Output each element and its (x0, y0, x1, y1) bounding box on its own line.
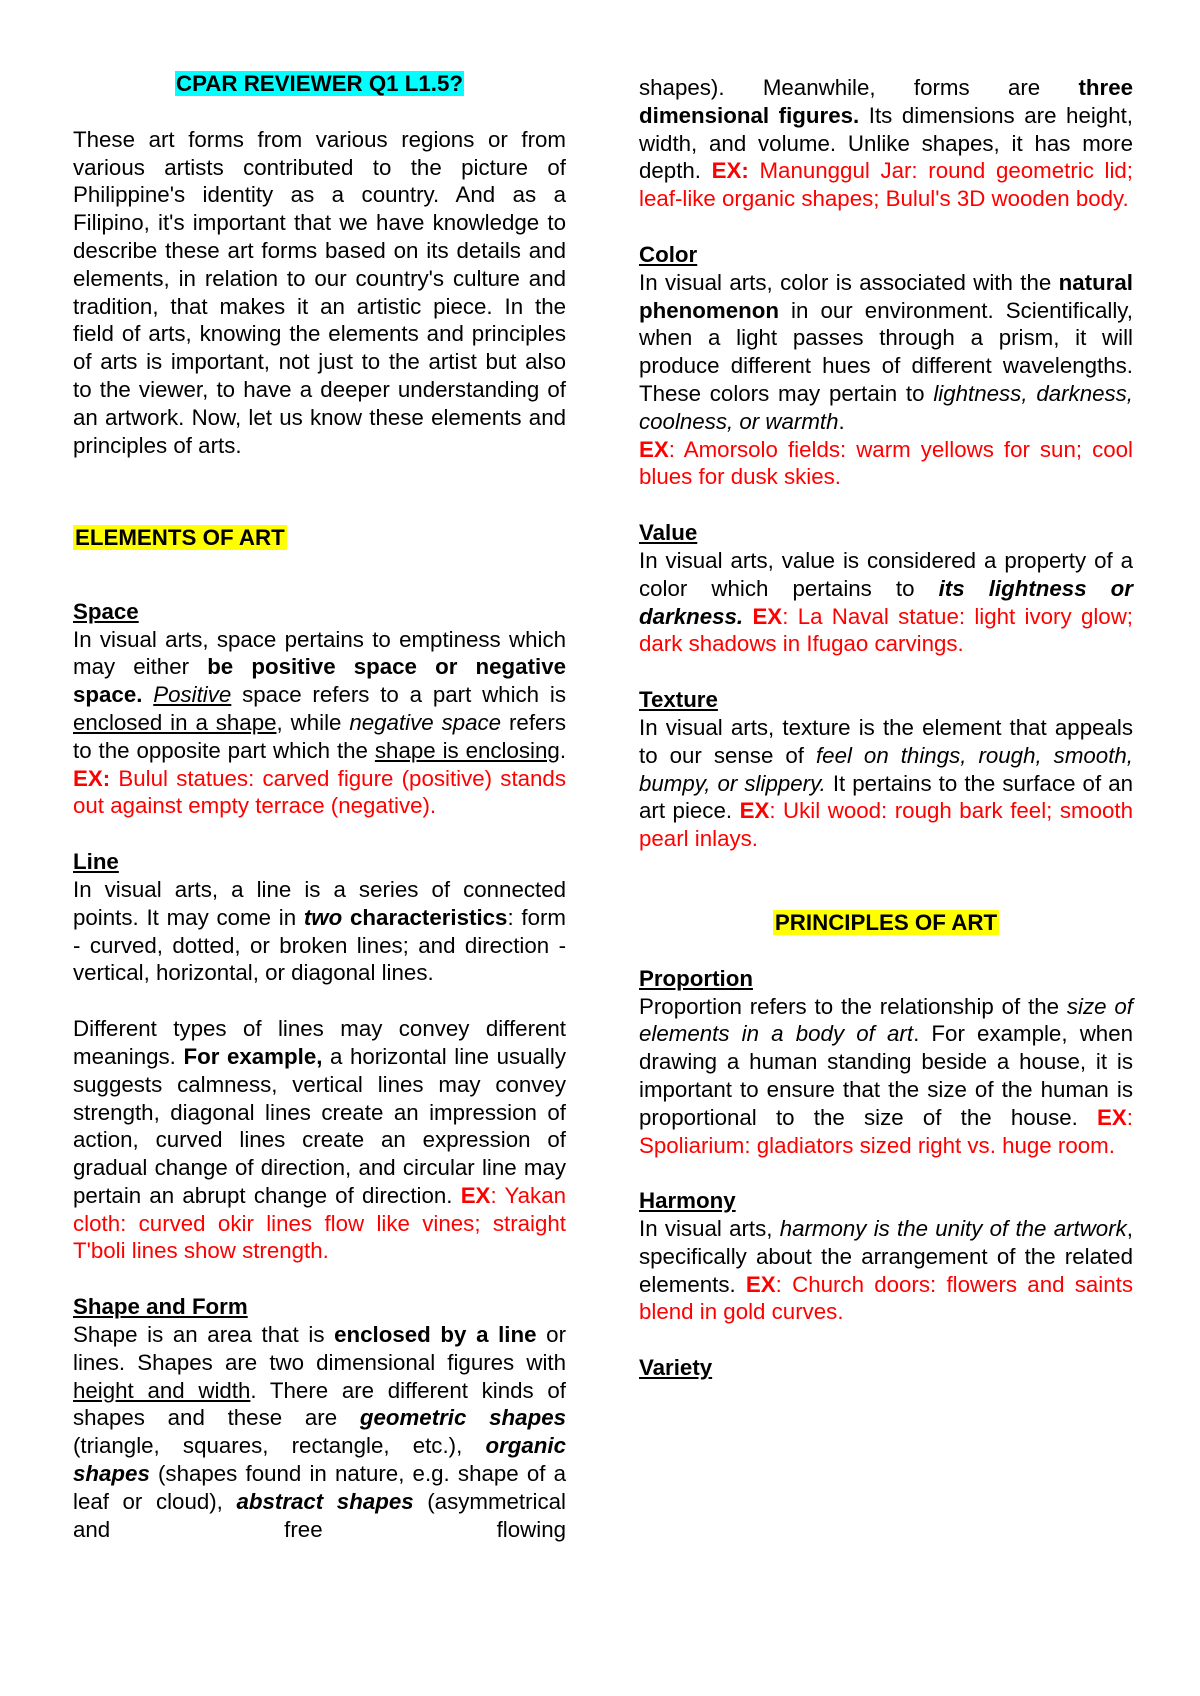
line-paragraph: In visual arts, a line is a series of connected points. It may come in two characteristics: form - curved, dotted, or broken lines; and direction - vertical, horizontal, or diagonal lines. (73, 876, 566, 986)
right-column (639, 74, 1133, 1382)
line-example: EX: Yakan cloth: curved okir lines flow like vines; straight T'boli lines show strength. (73, 1182, 567, 1264)
line-meaning-paragraph: Different types of lines may convey different meanings. For example, a horizontal line usually suggests calmness, vertical lines may convey strength, diagonal lines create an impression of action, curved lines create an expression of gradual change of direction, and circular line may pertain an abrupt change of direction. EX: Yakan cloth: curved okir lines flow like vines; straight T'boli lines show strength. (73, 1016, 567, 1264)
document-title: CPAR REVIEWER Q1 L1.5? (175, 71, 464, 96)
texture-example: EX: Ukil wood: rough bark feel; smooth pearl inlays. (639, 798, 1133, 852)
value-example: EX: La Naval statue: light ivory glow; dark shadows in Ifugao carvings. (639, 603, 1133, 657)
value-heading: Value (639, 520, 698, 546)
principles-heading-line (639, 909, 1133, 937)
space-example: EX: Bulul statues: carved figure (positive) stands out against empty terrace (negative). (73, 765, 566, 819)
document-title-line (73, 70, 566, 98)
space-heading: Space (73, 598, 139, 624)
shape-form-paragraph-part1: Shape is an area that is enclosed by a line or lines. Shapes are two dimensional figures with height and width. There are different kinds of shapes and these are geometric shapes (triangle, squares, rectangle, etc.), organic shapes (shapes found in nature, e.g. shape of a leaf or cloud), abstract shapes (asymmetrical and free flowing (73, 1322, 566, 1542)
shape-form-heading: Shape and Form (73, 1294, 248, 1320)
left-column (73, 70, 566, 1543)
space-paragraph: In visual arts, space pertains to emptiness which may either be positive space or negative space. Positive space refers to a part which is enclosed in a shape, while negative space refers to the opposite part which the shape is enclosing. EX: Bulul statues: carved figure (positive) stands out against empty terrace (negative). (73, 626, 567, 819)
proportion-heading: Proportion (639, 965, 753, 991)
texture-paragraph: In visual arts, texture is the element that appeals to our sense of feel on things, rough, smooth, bumpy, or slippery. It pertains to the surface of an art piece. EX: Ukil wood: rough bark feel; smooth pearl inlays. (639, 714, 1133, 852)
principles-heading: PRINCIPLES OF ART (774, 909, 998, 935)
texture-heading: Texture (639, 687, 718, 713)
variety-heading: Variety (639, 1355, 713, 1381)
color-paragraph: In visual arts, color is associated with the natural phenomenon in our environment. Scientifically, when a light passes through a prism, it will produce different hues of different wavelengths. These colors may pertain to lightness, darkness, coolness, or warmth. EX: Amorsolo fields: warm yellows for sun; cool blues for dusk skies. (639, 269, 1133, 490)
shape-form-paragraph-part2: shapes). Meanwhile, forms are three dimensional figures. Its dimensions are height, width, and volume. Unlike shapes, it has more depth. EX: Manunggul Jar: round geometric lid; leaf-like organic shapes; Bulul's 3D wooden body. (639, 75, 1133, 212)
shape-form-example: EX: Manunggul Jar: round geometric lid; leaf-like organic shapes; Bulul's 3D wooden body. (639, 158, 1133, 212)
elements-heading-line (73, 524, 566, 552)
elements-heading: ELEMENTS OF ART (75, 524, 285, 550)
color-heading: Color (639, 241, 698, 267)
harmony-paragraph: In visual arts, harmony is the unity of the artwork, specifically about the arrangement of the related elements. EX: Church doors: flowers and saints blend in gold curves. (639, 1216, 1133, 1325)
proportion-paragraph: Proportion refers to the relationship of the size of elements in a body of art. For example, when drawing a human standing beside a house, it is important to ensure that the size of the human is proportional to the size of the house. EX: Spoliarium: gladiators sized right vs. huge room. (639, 993, 1133, 1158)
value-paragraph: In visual arts, value is considered a property of a color which pertains to its lightness or darkness. EX: La Naval statue: light ivory glow; dark shadows in Ifugao carvings. (639, 547, 1133, 657)
intro-paragraph: These art forms from various regions or from various artists contributed to the picture of Philippine's identity as a country. And as a Filipino, it's important that we have knowledge to describe these art forms based on its details and elements, in relation to our country's culture and tradition, that makes it an artistic piece. In the field of arts, knowing the elements and principles of arts is important, not just to the artist but also to the viewer, to have a deeper understanding of an artwork. Now, let us know these elements and principles of arts. (73, 126, 566, 458)
harmony-example: EX: Church doors: flowers and saints blend in gold curves. (639, 1271, 1133, 1325)
line-heading: Line (73, 849, 119, 875)
harmony-heading: Harmony (639, 1188, 736, 1214)
color-example: EX: Amorsolo fields: warm yellows for sun; cool blues for dusk skies. (639, 436, 1133, 490)
proportion-example: EX: Spoliarium: gladiators sized right vs. huge room. (639, 1104, 1133, 1158)
